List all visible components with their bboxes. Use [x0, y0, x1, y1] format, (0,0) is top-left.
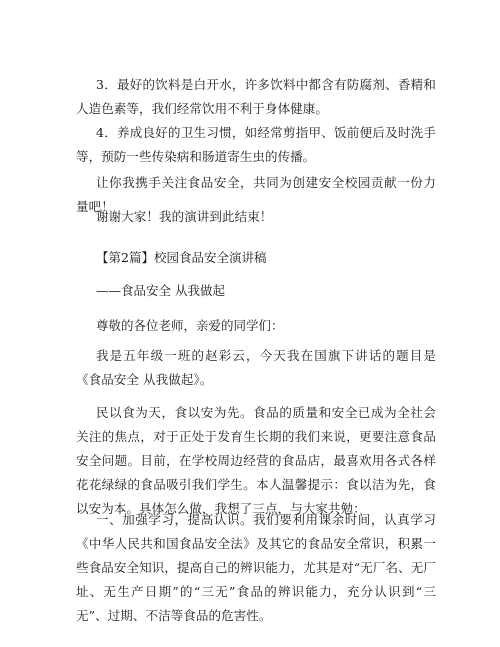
speech-subtitle: ——食品安全 从我做起 — [96, 283, 225, 298]
paragraph-body-1: 民以食为天，食以安为先。食品的质量和安全已成为全社会关注的焦点，对于正处于发育生长期的我们来说，更要注意食品安全问题。目前，在学校周边经营的食品店，最喜欢用各式各样花花绿绿的食品吸引我们学生。本人温馨提示：食以洁为先，食以安为本。具体怎么做，我想了三点，与大家共勉： — [76, 405, 436, 516]
paragraph-call-to-action: 让你我携手关注食品安全，共同为创建安全校园贡献一份力量吧！ — [76, 175, 436, 214]
paragraph-body-2: 一、加强学习，提高认识。我们要利用课余时间，认真学习《中华人民共和国食品安全法》及其它的食品安全常识，积累一些食品安全知识，提高自己的辨识能力，尤其是对“无厂名、无厂址、无生产日期”的“三无”食品的辨识能力，充分认识到“三无”、过期、不洁等食品的危害性。 — [76, 512, 436, 623]
paragraph-closing: 谢谢大家！我的演讲到此结束！ — [96, 209, 273, 224]
section-heading: 【第2篇】校园食品安全演讲稿 — [96, 250, 267, 265]
paragraph-drink-tip: 3．最好的饮料是白开水，许多饮料中都含有防腐剂、香精和人造色素等，我们经常饮用不利于身体健康。 — [76, 77, 436, 116]
paragraph-hygiene-tip: 4．养成良好的卫生习惯，如经常剪指甲、饭前便后及时洗手等，预防一些传染病和肠道寄生虫的传播。 — [76, 125, 436, 164]
paragraph-intro: 我是五年级一班的赵彩云，今天我在国旗下讲话的题目是《食品安全 从我做起》。 — [76, 348, 436, 387]
speech-greeting: 尊敬的各位老师，亲爱的同学们： — [96, 318, 284, 333]
